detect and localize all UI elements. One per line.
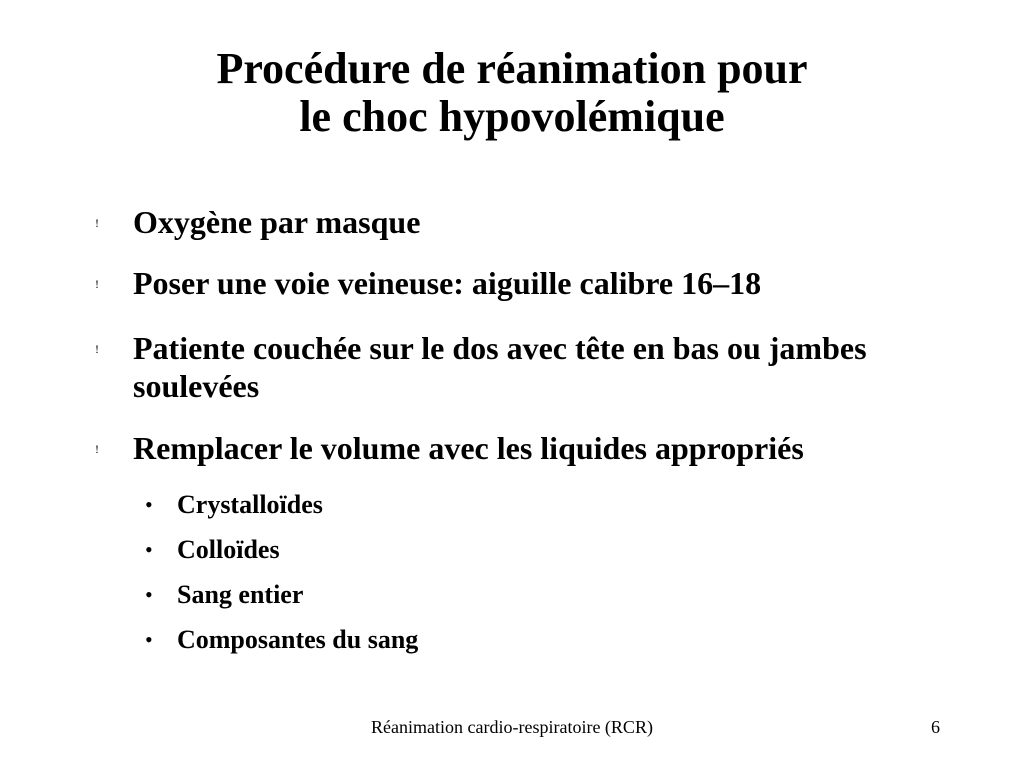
bullet-item [95,264,915,302]
sub-bullet-text: Crystalloïdes [177,490,323,519]
bullet-marker: ! [95,442,99,456]
slide-footer: Réanimation cardio-respiratoire (RCR) [371,717,653,737]
bullet-text: Patiente couchée sur le dos avec tête en bas ou jambes soulevées [133,330,867,404]
sub-bullet-text: Sang entier [177,580,304,609]
bullet-text: Oxygène par masque [133,204,421,240]
bullet-text: Remplacer le volume avec les liquides appropriés [133,430,804,466]
bullet-marker: ! [95,216,99,230]
bullet-item [95,429,915,467]
sub-bullet-marker: • [145,627,153,652]
sub-bullet-item [145,490,845,520]
sub-bullet-text: Colloïdes [177,535,280,564]
sub-bullet-marker: • [145,582,153,607]
bullet-item [95,203,915,241]
sub-bullet-marker: • [145,492,153,517]
sub-bullet-item [145,580,845,610]
bullet-item [95,329,885,405]
bullet-text: Poser une voie veineuse: aiguille calibre 16–18 [133,265,762,301]
slide-title-line-2: le choc hypovolémique [299,92,725,141]
slide-title-line-1: Procédure de réanimation pour [216,44,808,93]
sub-bullet-item [145,625,845,655]
bullet-marker: ! [95,277,99,291]
sub-bullet-text: Composantes du sang [177,625,419,654]
sub-bullet-item [145,535,845,565]
bullet-marker: ! [95,342,99,356]
sub-bullet-marker: • [145,537,153,562]
slide-title [0,45,1024,141]
page-number: 6 [931,717,940,737]
